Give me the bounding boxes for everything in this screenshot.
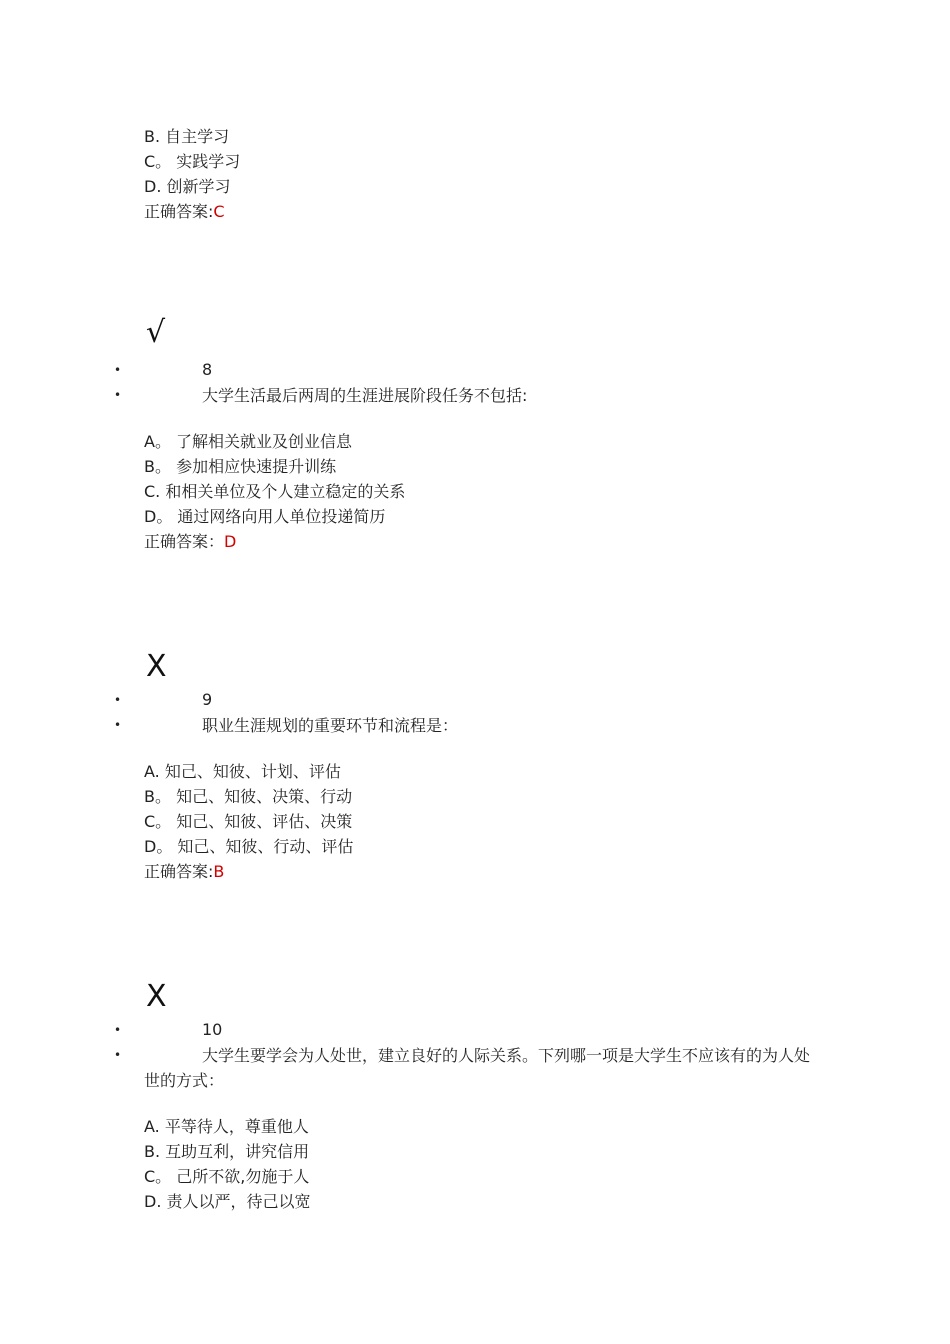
correct-mark: √ xyxy=(146,315,166,350)
q8-option-a: A。 了解相关就业及创业信息 xyxy=(144,432,353,451)
bullet: • xyxy=(114,1048,122,1062)
q9-answer xyxy=(144,861,224,883)
answer-value: D xyxy=(224,532,237,551)
q8-option-d: D。 通过网络向用人单位投递简历 xyxy=(144,507,386,526)
q10-option-a: A. 平等待人，尊重他人 xyxy=(144,1117,309,1136)
q9-option-a: A. 知己、知彼、计划、评估 xyxy=(144,762,341,781)
q7-option-d: D. 创新学习 xyxy=(144,177,231,196)
answer-label: 正确答案: xyxy=(144,202,214,221)
answer-value: B xyxy=(213,862,225,881)
q9-text: 职业生涯规划的重要环节和流程是： xyxy=(202,716,459,735)
q9-number: 9 xyxy=(202,690,213,709)
q10-number: 10 xyxy=(202,1020,223,1039)
answer-label: 正确答案： xyxy=(144,532,225,551)
bullet: • xyxy=(114,718,122,732)
q8-number: 8 xyxy=(202,360,213,379)
answer-label: 正确答案: xyxy=(144,862,214,881)
answer-value: C xyxy=(213,202,225,221)
q10-text: 大学生要学会为人处世，建立良好的人际关系。下列哪一项是大学生不应该有的为人处世的方式： xyxy=(144,1046,811,1090)
q10-option-d: D. 责人以严，待己以宽 xyxy=(144,1192,311,1211)
bullet: • xyxy=(114,388,122,402)
bullet: • xyxy=(114,693,122,707)
q8-text: 大学生活最后两周的生涯进展阶段任务不包括: xyxy=(202,386,528,405)
wrong-mark: X xyxy=(146,979,167,1014)
q9-option-d: D。 知己、知彼、行动、评估 xyxy=(144,837,354,856)
bullet: • xyxy=(114,1023,122,1037)
q10-option-c: C。 己所不欲,勿施于人 xyxy=(144,1167,310,1186)
q7-option-b: B. 自主学习 xyxy=(144,127,230,146)
q7-answer xyxy=(144,201,225,223)
q8-answer xyxy=(144,531,236,553)
q9-option-c: C。 知己、知彼、评估、决策 xyxy=(144,812,353,831)
bullet: • xyxy=(114,363,122,377)
q9-option-b: B。 知己、知彼、决策、行动 xyxy=(144,787,353,806)
q8-option-c: C. 和相关单位及个人建立稳定的关系 xyxy=(144,482,406,501)
wrong-mark: X xyxy=(146,649,167,684)
q8-option-b: B。 参加相应快速提升训练 xyxy=(144,457,337,476)
q7-option-c: C。 实践学习 xyxy=(144,152,241,171)
q10-option-b: B. 互助互利，讲究信用 xyxy=(144,1142,310,1161)
